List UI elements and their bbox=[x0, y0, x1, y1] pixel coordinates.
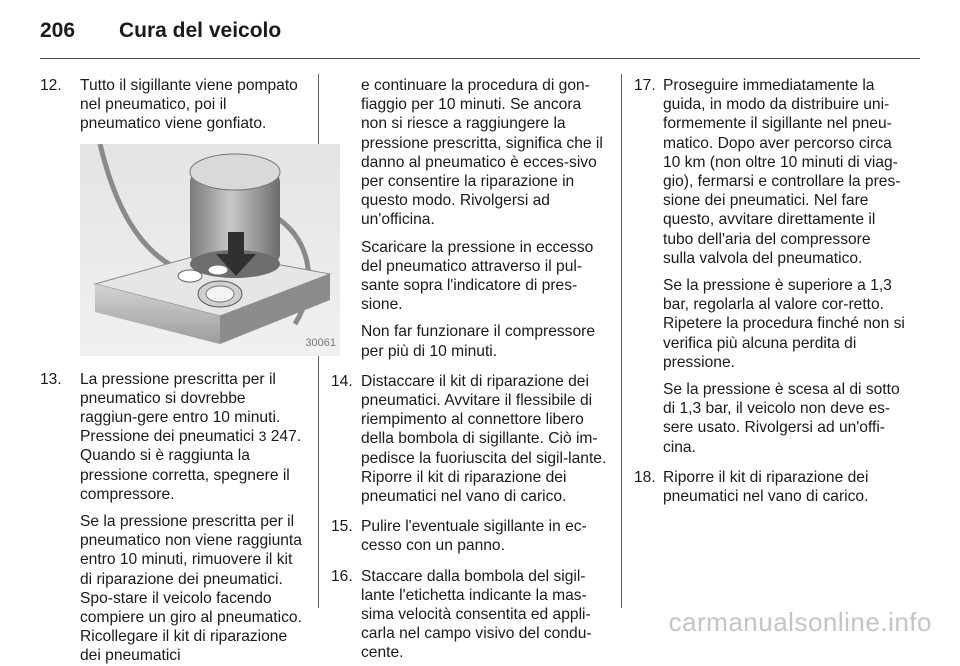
page-number: 206 bbox=[40, 19, 76, 42]
page-reference-icon: 3 bbox=[258, 428, 267, 445]
header-rule bbox=[40, 58, 920, 59]
step-text-part: 247. Quando si è raggiunta la pressione corretta, spegnere il compressore. bbox=[80, 428, 302, 503]
step-number: 12. bbox=[40, 77, 62, 94]
step-12 bbox=[40, 76, 306, 134]
step-text: Pulire l'eventuale sigillante in ec-cesso con un panno. bbox=[361, 518, 587, 555]
step-number: 16. bbox=[331, 567, 353, 585]
step-text: Proseguire immediatamente la guida, in modo da distribuire uni-formemente il sigillante nel pneu-matico. Dopo aver percorso circa 10 km (non oltre 10 minuti di viag-gio), fermarsi e controllare la pres-sione dei pneumatici. Nel fare questo, avvitare direttamente il tubo dell'aria del compressore sulla valvola del pneumatico. bbox=[663, 77, 901, 267]
step-15 bbox=[331, 517, 608, 555]
column-divider-2 bbox=[621, 74, 622, 608]
step-text: Distaccare il kit di riparazione dei pneumatici. Avvitare il flessibile di riempimento al connettore libero della bombola di sigillante. Ciò im-pedisce la fuoriuscita del sigil-lante. Riporre il kit di riparazione dei pneumatici nel vano di carico. bbox=[361, 372, 607, 506]
page-header bbox=[40, 14, 281, 48]
section-title: Cura del veicolo bbox=[119, 19, 282, 42]
step-text: Staccare dalla bombola del sigil-lante l'etichetta indicante la mas-sima velocità consentita ed appli-carla nel campo visivo del condu-cente. bbox=[361, 567, 592, 662]
column-left bbox=[40, 76, 336, 666]
step-text bbox=[80, 370, 306, 504]
step-note: Se la pressione prescritta per il pneumatico non viene raggiunta entro 10 minuti, rimuovere il kit di riparazione dei pneumatici. Spo-stare il veicolo facendo compiere un giro al pneumatico. Ricollegare il kit di riparazione dei pneumatici bbox=[80, 513, 302, 665]
compressor-illustration bbox=[80, 144, 340, 356]
paragraph: Non far funzionare il compressore per più di 10 minuti. bbox=[361, 323, 596, 360]
watermark: carmanualsonline.info bbox=[668, 607, 932, 637]
compressor-image bbox=[80, 144, 340, 356]
column-middle bbox=[331, 76, 608, 663]
step-text: Riporre il kit di riparazione dei pneumatici nel vano di carico. bbox=[663, 468, 869, 506]
step-number: 18. bbox=[634, 468, 656, 486]
step-13 bbox=[40, 370, 306, 666]
step-17 bbox=[634, 76, 906, 457]
paragraph: Scaricare la pressione in eccesso del pneumatico attraverso il pul-sante sopra l'indicatore di pres-sione. bbox=[361, 238, 594, 314]
figure-code: 30061 bbox=[305, 337, 336, 350]
step-13-continued bbox=[331, 76, 608, 361]
step-note: Se la pressione è scesa al di sotto di 1,3 bar, il veicolo non deve es-sere usato. Rivolgersi ad un'offi-cina. bbox=[663, 381, 900, 456]
step-18 bbox=[634, 468, 906, 506]
step-16 bbox=[331, 567, 608, 663]
step-number: 17. bbox=[634, 77, 656, 94]
step-number: 14. bbox=[331, 372, 353, 390]
step-number: 15. bbox=[331, 518, 353, 536]
step-text-part: La pressione prescritta per il pneumatico si dovrebbe raggiun-gere entro 10 minuti. Pressione dei pneumatici bbox=[80, 370, 281, 446]
paragraph: e continuare la procedura di gon-fiaggio per 10 minuti. Se ancora non si riesce a raggiungere la pressione prescritta, significa che il danno al pneumatico è ecces-sivo per consentire la riparazione in questo modo. Rivolgersi ad un'officina. bbox=[361, 77, 603, 229]
step-note: Se la pressione è superiore a 1,3 bar, regolarla al valore cor-retto. Ripetere la procedura finché non si verifica più alcuna perdita di pressione. bbox=[663, 277, 905, 371]
column-right bbox=[634, 76, 906, 506]
step-text: Tutto il sigillante viene pompato nel pneumatico, poi il pneumatico viene gonfiato. bbox=[80, 77, 298, 133]
step-14 bbox=[331, 372, 608, 506]
step-number: 13. bbox=[40, 370, 62, 388]
